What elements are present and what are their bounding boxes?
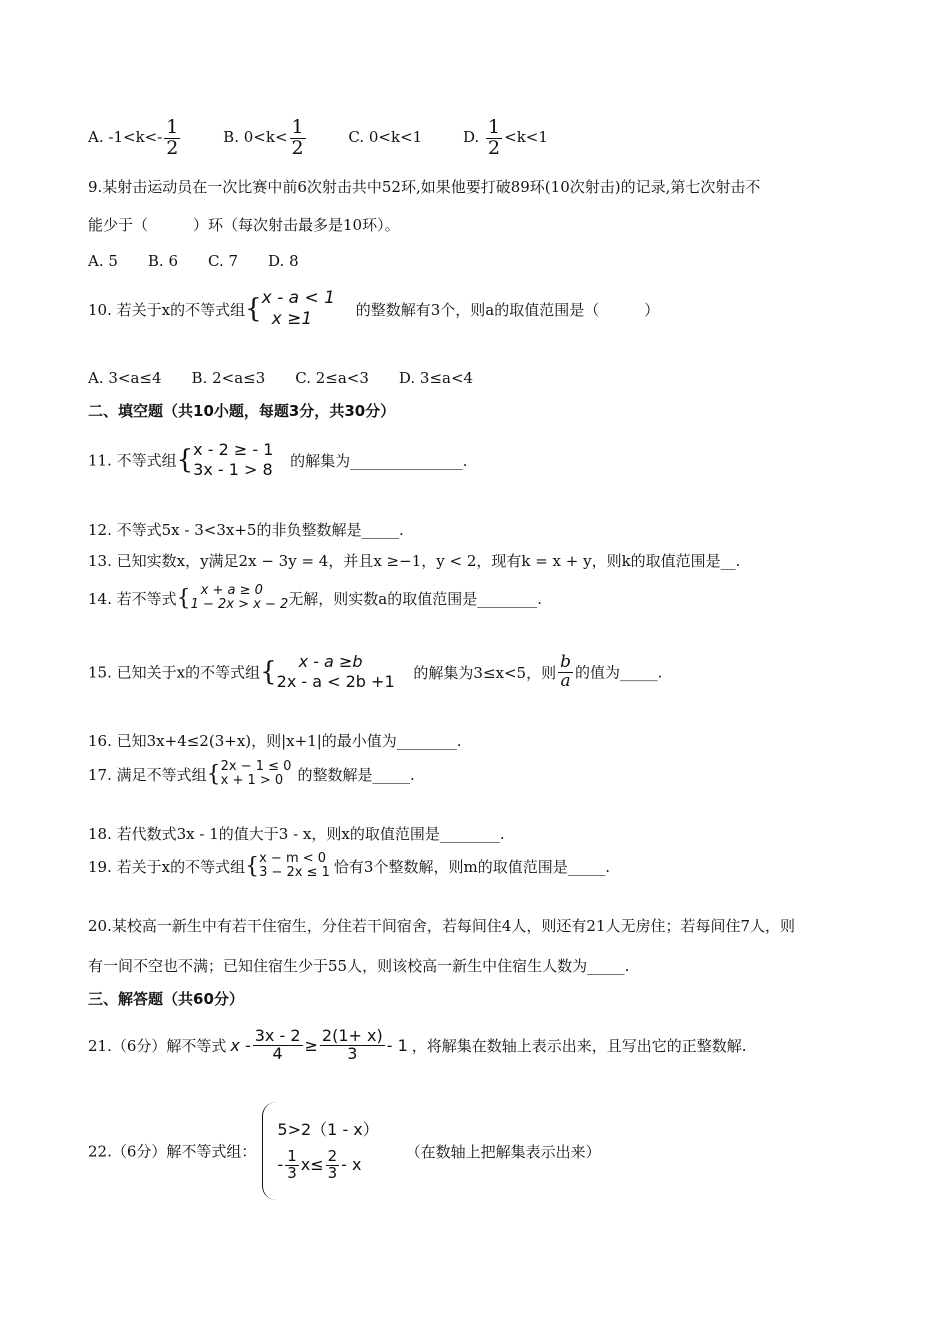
- q15-mid: 的解集为3≤x<5，则: [413, 663, 557, 682]
- section-2-heading: 二、填空题（共10小题，每题3分，共30分）: [88, 402, 396, 420]
- q8-d-rhs: <k<1: [504, 128, 548, 147]
- q11-brace: {: [176, 445, 194, 475]
- q22-eq2-tail: - x: [341, 1154, 362, 1174]
- q17: [88, 760, 415, 789]
- q10-system: [262, 288, 335, 331]
- q10-eq2: x ≥1: [271, 309, 313, 330]
- q15-brace: {: [260, 657, 277, 687]
- q20-line2: 有一间不空也不满；已知住宿生少于55人，则该校高一新生中住宿生人数为_____.: [88, 957, 630, 975]
- q9-line1: 9.某射击运动员在一次比赛中前6次射击共中52环,如果他要打破89环(10次射击)的记录,第七次射击不: [88, 178, 761, 196]
- section-3-heading: 三、解答题（共60分）: [88, 990, 244, 1008]
- q10-eq1: x - a < 1: [261, 288, 335, 308]
- q15-eq1: x - a ≥b: [298, 652, 363, 671]
- q22-den-b: 3: [327, 1163, 338, 1182]
- q14: [88, 584, 542, 613]
- q19-system: [259, 852, 330, 881]
- q22-fraction-a: [285, 1149, 299, 1182]
- q17-brace: {: [206, 761, 221, 787]
- q8-d-label: D.: [462, 128, 480, 147]
- q22-num-a: 1: [287, 1147, 297, 1166]
- q22-prefix: 22.（6分）解不等式组：: [88, 1142, 257, 1161]
- q15-den: a: [560, 670, 571, 691]
- q8-options: [88, 118, 548, 159]
- q22-suffix: （在数轴上把解集表示出来）: [405, 1142, 601, 1161]
- q21-num2: 2(1+ x): [321, 1026, 383, 1045]
- q22-eq2: [277, 1149, 378, 1182]
- q8-option-c: C. 0<k<1: [348, 128, 423, 147]
- q21-tail: - 1: [386, 1035, 408, 1055]
- q21-x: x -: [230, 1035, 251, 1055]
- q8-a-lhs: -1<k<-: [108, 128, 163, 147]
- q10-suffix: 的整数解有3个，则a的取值范围是（ ）: [355, 300, 660, 319]
- q14-system: [191, 584, 289, 613]
- q9-line2: 能少于（ ）环（每次射击最多是10环）。: [88, 216, 400, 234]
- q22: [88, 1102, 601, 1200]
- q16: 16. 已知3x+4≤2(3+x)，则|x+1|的最小值为________.: [88, 732, 462, 750]
- q21: [88, 1028, 747, 1063]
- q13: 13. 已知实数x，y满足2x − 3y = 4，并且x ≥−1，y < 2，现有k = x + y，则k的取值范围是__.: [88, 552, 741, 570]
- q8-a-num: 1: [166, 116, 179, 138]
- q10-options: A. 3<a≤4 B. 2<a≤3 C. 2≤a<3 D. 3≤a<4: [88, 369, 474, 387]
- q8-d-den: 2: [488, 136, 501, 159]
- q17-prefix: 17. 满足不等式组: [88, 765, 207, 784]
- q19-eq2: 3 − 2x ≤ 1: [259, 865, 330, 881]
- q15-system: [277, 652, 395, 692]
- q17-eq2: x + 1 > 0: [220, 773, 284, 789]
- q8-a-label: A.: [88, 128, 104, 147]
- q11-prefix: 11. 不等式组: [88, 451, 177, 470]
- q21-fraction-2: [320, 1028, 385, 1063]
- q8-b-den: 2: [291, 136, 304, 159]
- q21-suffix: ，将解集在数轴上表示出来，且写出它的正整数解.: [411, 1036, 747, 1055]
- q8-b-fraction: [290, 118, 306, 159]
- q17-system: [221, 760, 292, 789]
- q21-den1: 4: [272, 1043, 283, 1063]
- q22-eq1: 5>2（1 - x）: [277, 1120, 379, 1140]
- q15-num: b: [560, 651, 571, 672]
- q19: [88, 852, 610, 881]
- q10: [88, 288, 659, 331]
- q21-num1: 3x - 2: [254, 1026, 301, 1045]
- q15-fraction: [558, 651, 573, 691]
- q8-option-d: [462, 116, 548, 159]
- q8-option-b: [223, 116, 312, 159]
- q11-eq2: 3x - 1 > 8: [193, 460, 273, 479]
- q22-eq2-minus: -: [277, 1154, 284, 1174]
- q19-suffix: 恰有3个整数解，则m的取值范围是_____.: [333, 857, 610, 876]
- q10-brace: {: [245, 294, 262, 325]
- q14-eq2: 1 − 2x > x − 2: [190, 597, 289, 613]
- q18: 18. 若代数式3x - 1的值大于3 - x，则x的取值范围是________.: [88, 825, 505, 843]
- q21-ge: ≥: [304, 1035, 318, 1055]
- q11-eq1: x - 2 ≥ - 1: [193, 440, 274, 459]
- q15-eq2: 2x - a < 2b +1: [276, 672, 395, 691]
- q8-a-den: 2: [166, 136, 179, 159]
- q11: [88, 440, 467, 480]
- q14-suffix: 无解，则实数a的取值范围是________.: [288, 589, 543, 608]
- q8-d-fraction: [486, 118, 502, 159]
- q19-brace: {: [245, 853, 260, 879]
- q19-eq1: x − m < 0: [259, 851, 327, 866]
- q22-den-a: 3: [287, 1163, 297, 1182]
- q22-fraction-b: [326, 1149, 340, 1182]
- q8-b-num: 1: [291, 116, 304, 138]
- q15-suffix: 的值为_____.: [574, 663, 663, 682]
- q8-d-num: 1: [488, 116, 501, 138]
- q22-eq2-mid: x≤: [300, 1154, 324, 1174]
- q8-a-fraction: [164, 118, 180, 159]
- q11-system: [193, 440, 273, 480]
- q12: 12. 不等式5x - 3<3x+5的非负整数解是_____.: [88, 521, 404, 539]
- q15: [88, 652, 662, 692]
- q8-b-label: B.: [223, 128, 239, 147]
- q11-suffix: 的解集为_______________.: [290, 451, 468, 470]
- q22-brace: [262, 1102, 277, 1200]
- q22-system: [277, 1120, 378, 1181]
- q8-b-lhs: 0<k<: [243, 128, 288, 147]
- q17-eq1: 2x − 1 ≤ 0: [220, 759, 292, 774]
- q21-prefix: 21.（6分）解不等式: [88, 1036, 227, 1055]
- q10-prefix: 10. 若关于x的不等式组: [88, 300, 246, 319]
- q14-brace: {: [176, 585, 191, 611]
- q15-prefix: 15. 已知关于x的不等式组: [88, 663, 261, 682]
- q22-num-b: 2: [327, 1147, 338, 1166]
- q21-den2: 3: [347, 1043, 358, 1063]
- q17-suffix: 的整数解是_____.: [297, 765, 415, 784]
- q14-prefix: 14. 若不等式: [88, 589, 177, 608]
- q21-fraction-1: [253, 1028, 303, 1063]
- q19-prefix: 19. 若关于x的不等式组: [88, 857, 246, 876]
- q14-eq1: x + a ≥ 0: [200, 583, 263, 598]
- q9-options: A. 5 B. 6 C. 7 D. 8: [88, 252, 299, 270]
- q8-option-a: [88, 116, 187, 159]
- q20-line1: 20.某校高一新生中有若干住宿生，分住若干间宿舍，若每间住4人，则还有21人无房住；若每间住7人，则: [88, 917, 796, 935]
